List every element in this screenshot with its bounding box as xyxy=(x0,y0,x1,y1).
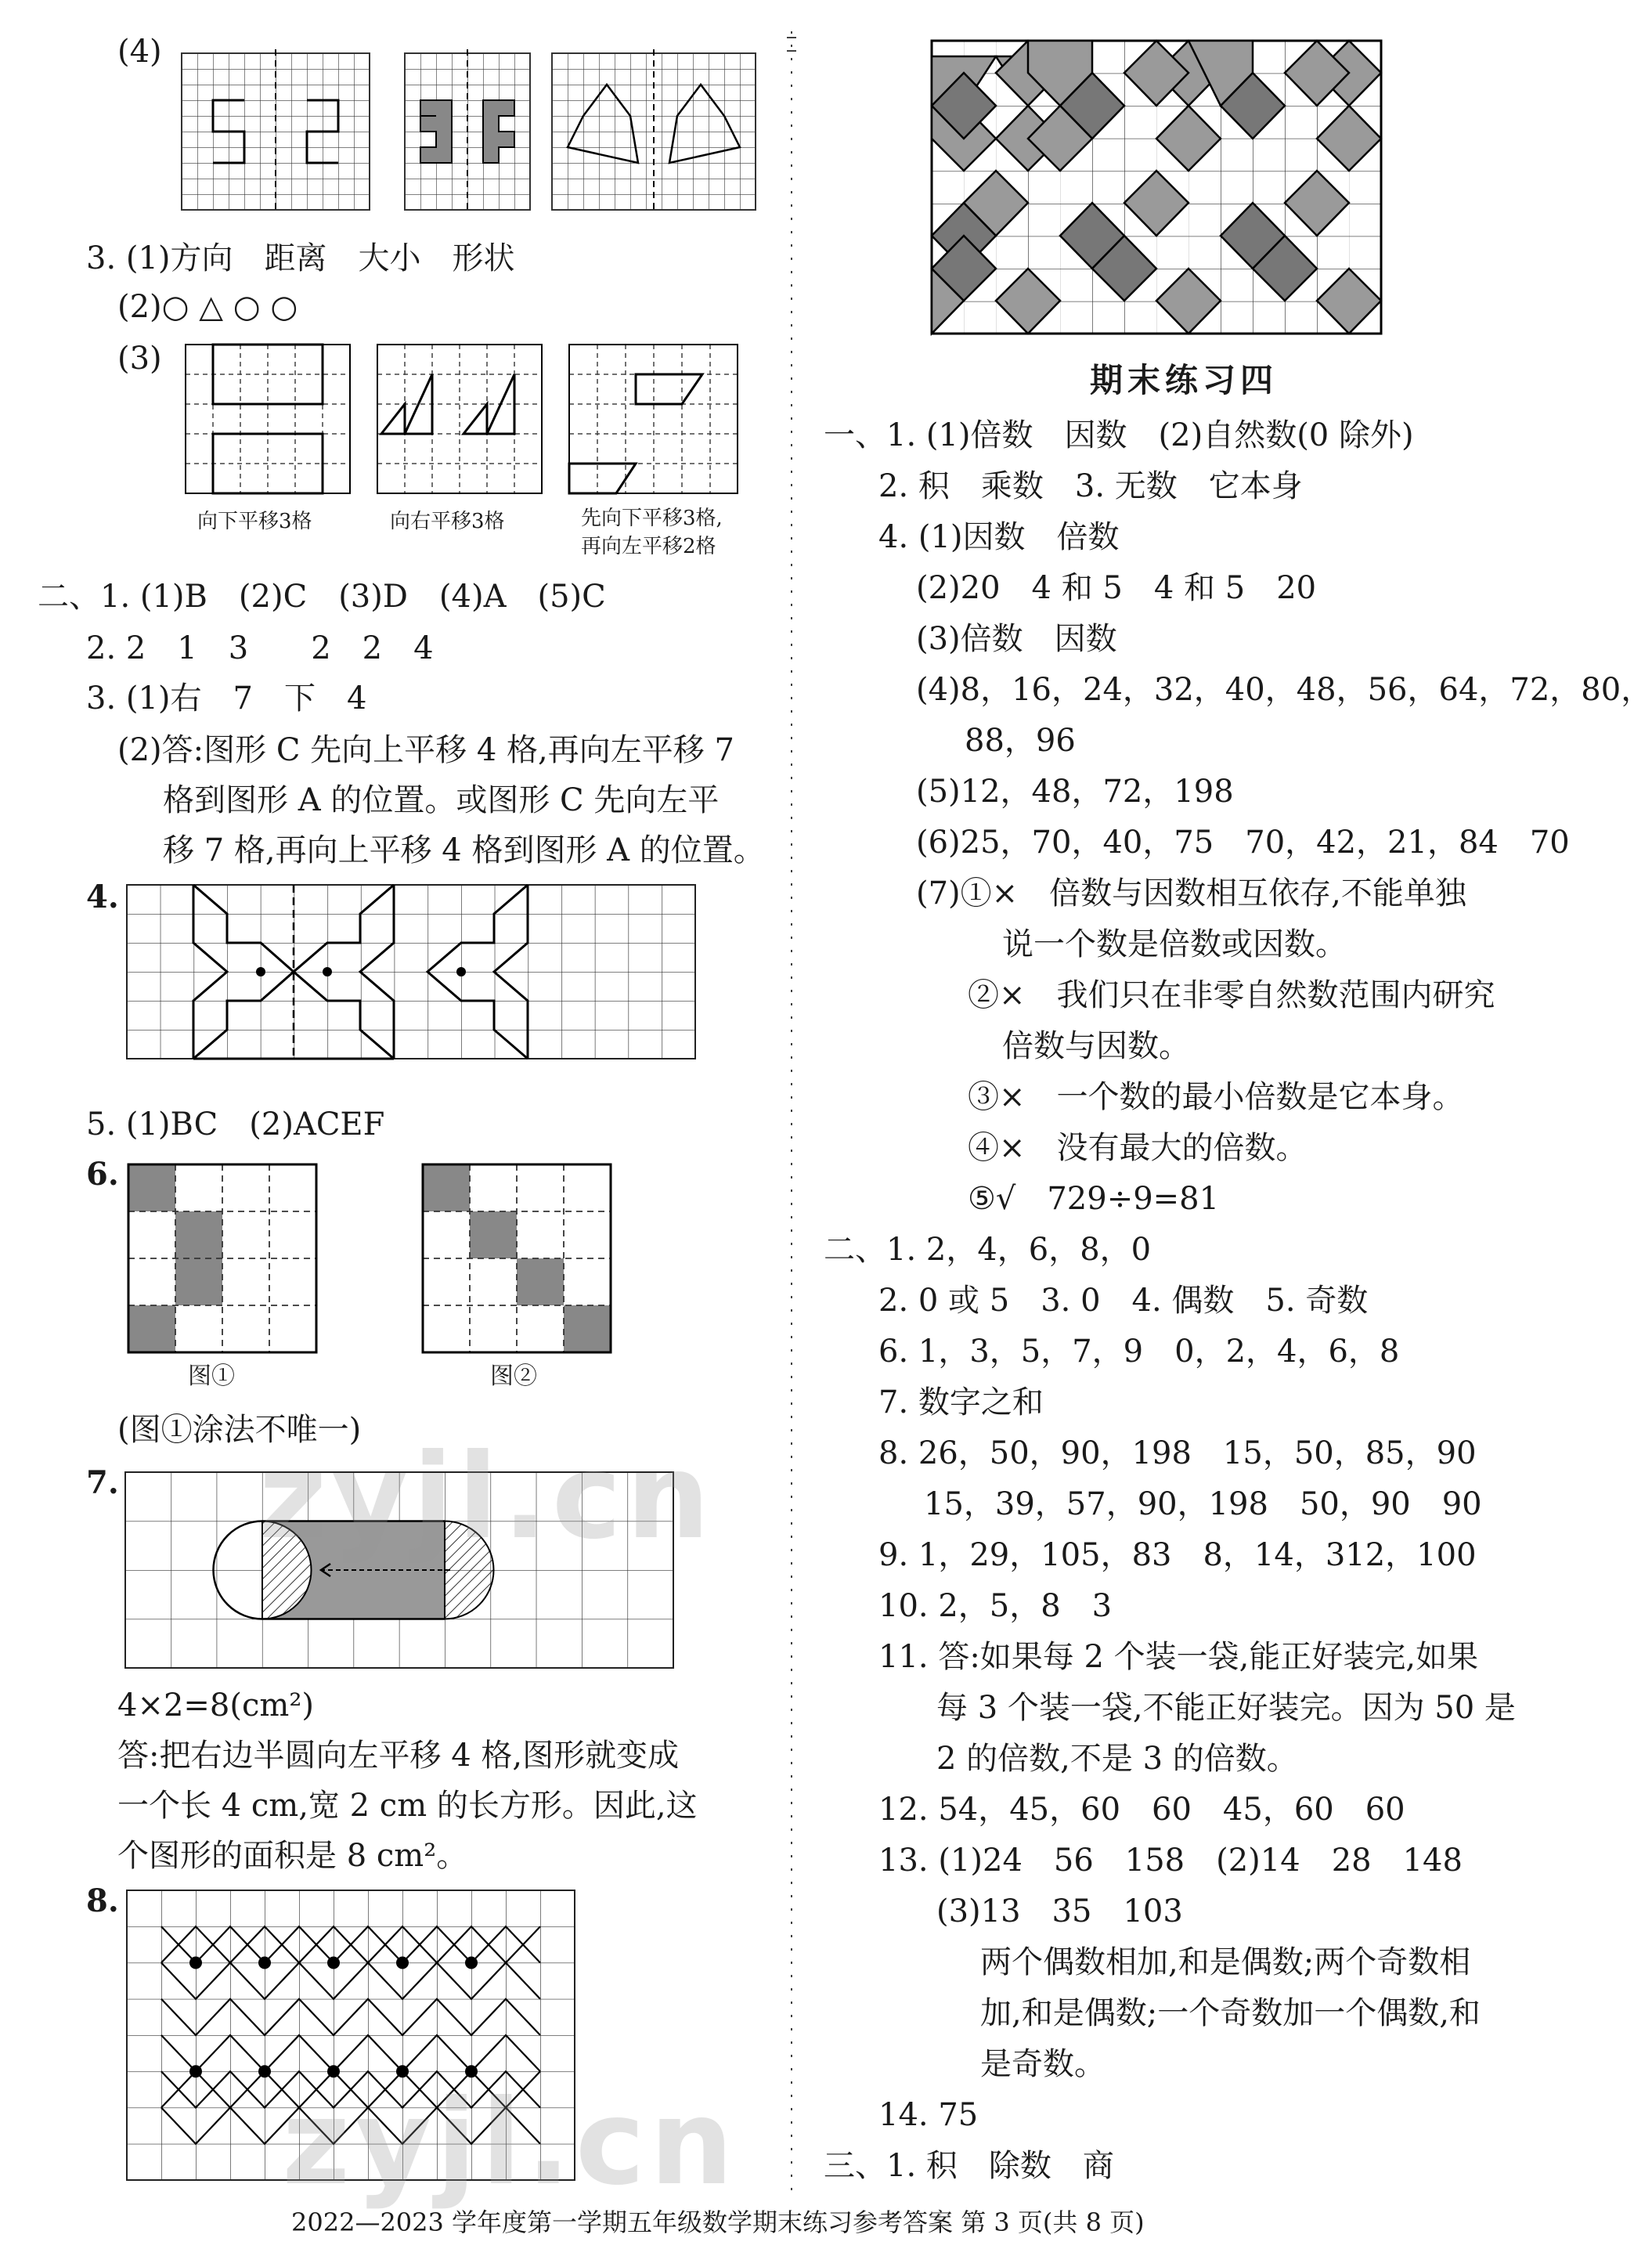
s2-6-fig-2 xyxy=(423,1164,611,1352)
r-line-1: 2. 积 乘数 3. 无数 它本身 xyxy=(878,468,1303,504)
s2-7-calc: 4×2=8(cm²) xyxy=(117,1687,314,1724)
r-line-23: 10. 2，5，8 3 xyxy=(878,1588,1113,1624)
r-line-14: ④× 没有最大的倍数。 xyxy=(968,1130,1308,1166)
s2-7-label: 7. xyxy=(86,1464,119,1501)
r-line-16: 二、1. 2，4，6，8，0 xyxy=(824,1232,1152,1268)
r-line-2: 4. (1)因数 倍数 xyxy=(878,519,1120,555)
s2-3-2a: (2)答:图形 C 先向上平移 4 格,再向左平移 7 xyxy=(117,732,734,768)
s2-7-ans-1: 答:把右边半圆向左平移 4 格,图形就变成 xyxy=(117,1738,680,1774)
q4-label: (4) xyxy=(117,34,162,70)
watermark-1: zyjl.cn xyxy=(258,1429,715,1565)
r-line-21: 15，39，57，90，198 50，90 90 xyxy=(924,1486,1482,1522)
r-line-18: 6. 1，3，5，7，9 0，2，4，6，8 xyxy=(878,1334,1400,1370)
r-line-19: 7. 数字之和 xyxy=(878,1384,1044,1420)
r-line-6: 88，96 xyxy=(965,723,1076,759)
r-line-15: ⑤√ 729÷9=81 xyxy=(968,1181,1220,1217)
r-line-17: 2. 0 或 5 3. 0 4. 偶数 5. 奇数 xyxy=(878,1283,1369,1319)
q3-caption-a: 向下平移3格 xyxy=(197,510,312,533)
s2-7-ans-3: 个图形的面积是 8 cm²。 xyxy=(117,1838,468,1874)
r-line-12: 倍数与因数。 xyxy=(1002,1028,1190,1064)
q3-3-label: (3) xyxy=(117,341,162,377)
r-line-32: 是奇数。 xyxy=(980,2046,1106,2082)
r-line-29: (3)13 35 103 xyxy=(936,1893,1183,1929)
r-line-5: (4)8，16，24，32，40，48，56，64，72，80， xyxy=(916,672,1652,708)
q3-2: (2)○ △ ○ ○ xyxy=(117,289,298,325)
r-line-0: 一、1. (1)倍数 因数 (2)自然数(0 除外) xyxy=(824,417,1414,453)
q4-grid-2 xyxy=(405,53,530,210)
r-line-28: 13. (1)24 56 158 (2)14 28 148 xyxy=(878,1843,1463,1879)
s2-7-ans-2: 一个长 4 cm,宽 2 cm 的长方形。因此,这 xyxy=(117,1788,698,1824)
r-line-7: (5)12，48，72，198 xyxy=(916,774,1234,810)
q3-caption-b: 向右平移3格 xyxy=(390,510,505,533)
q3-1: 3. (1)方向 距离 大小 形状 xyxy=(86,240,515,276)
q3-grid-a xyxy=(186,345,350,493)
r-line-11: ②× 我们只在非零自然数范围内研究 xyxy=(968,977,1495,1013)
s2-3-2c: 移 7 格,再向上平移 4 格到图形 A 的位置。 xyxy=(163,832,765,868)
s2-6-fig-1 xyxy=(128,1164,316,1352)
r-line-20: 8. 26，50，90，198 15，50，85，90 xyxy=(878,1435,1477,1471)
r-line-30: 两个偶数相加,和是偶数;两个奇数相 xyxy=(980,1944,1471,1980)
fig1-caption: 图① xyxy=(188,1363,235,1390)
s2-3-1: 3. (1)右 7 下 4 xyxy=(86,680,367,717)
q3-grid-c xyxy=(569,345,738,493)
pattern-grid xyxy=(932,41,1381,334)
s2-1: 二、1. (1)B (2)C (3)D (4)A (5)C xyxy=(38,579,606,615)
section-title: 期末练习四 xyxy=(1090,361,1279,399)
s2-4-grid xyxy=(127,885,695,1059)
r-line-13: ③× 一个数的最小倍数是它本身。 xyxy=(968,1079,1464,1115)
r-line-24: 11. 答:如果每 2 个装一袋,能正好装完,如果 xyxy=(878,1639,1479,1675)
s2-8-label: 8. xyxy=(86,1882,119,1919)
r-line-10: 说一个数是倍数或因数。 xyxy=(1002,926,1347,962)
q4-grid-3 xyxy=(552,53,756,210)
r-line-31: 加,和是偶数;一个奇数加一个偶数,和 xyxy=(980,1995,1481,2031)
s2-6-label: 6. xyxy=(86,1156,119,1193)
s2-2: 2. 2 1 3 2 2 4 xyxy=(86,630,434,666)
column-divider xyxy=(783,31,800,2193)
q3-caption-c2: 再向左平移2格 xyxy=(581,535,716,558)
q4-grid-1 xyxy=(182,53,381,210)
r-line-4: (3)倍数 因数 xyxy=(916,621,1117,657)
r-line-22: 9. 1，29，105，83 8，14，312，100 xyxy=(878,1537,1477,1573)
s2-3-2b: 格到图形 A 的位置。或图形 C 先向左平 xyxy=(163,782,720,818)
r-line-9: (7)①× 倍数与因数相互依存,不能单独 xyxy=(916,875,1466,911)
r-line-33: 14. 75 xyxy=(878,2097,979,2133)
s2-4-label: 4. xyxy=(86,879,119,915)
r-line-3: (2)20 4 和 5 4 和 5 20 xyxy=(916,570,1317,606)
r-line-8: (6)25，70，40，75 70，42，21，84 70 xyxy=(916,825,1570,861)
s2-5: 5. (1)BC (2)ACEF xyxy=(86,1106,385,1142)
q3-grid-b xyxy=(377,345,542,493)
r-line-27: 12. 54，45，60 60 45，60 60 xyxy=(878,1792,1405,1828)
r-line-25: 每 3 个装一袋,不能正好装完。因为 50 是 xyxy=(936,1690,1516,1726)
q3-caption-c1: 先向下平移3格, xyxy=(581,507,723,530)
fig-note: (图①涂法不唯一) xyxy=(117,1412,362,1448)
watermark-2: zyjl.cn xyxy=(282,2075,738,2211)
r-line-34: 三、1. 积 除数 商 xyxy=(824,2148,1114,2184)
fig2-caption: 图② xyxy=(490,1363,537,1390)
page-footer: 2022—2023 学年度第一学期五年级数学期末练习参考答案 第 3 页(共 8 页) xyxy=(291,2207,1145,2237)
r-line-26: 2 的倍数,不是 3 的倍数。 xyxy=(936,1741,1298,1777)
